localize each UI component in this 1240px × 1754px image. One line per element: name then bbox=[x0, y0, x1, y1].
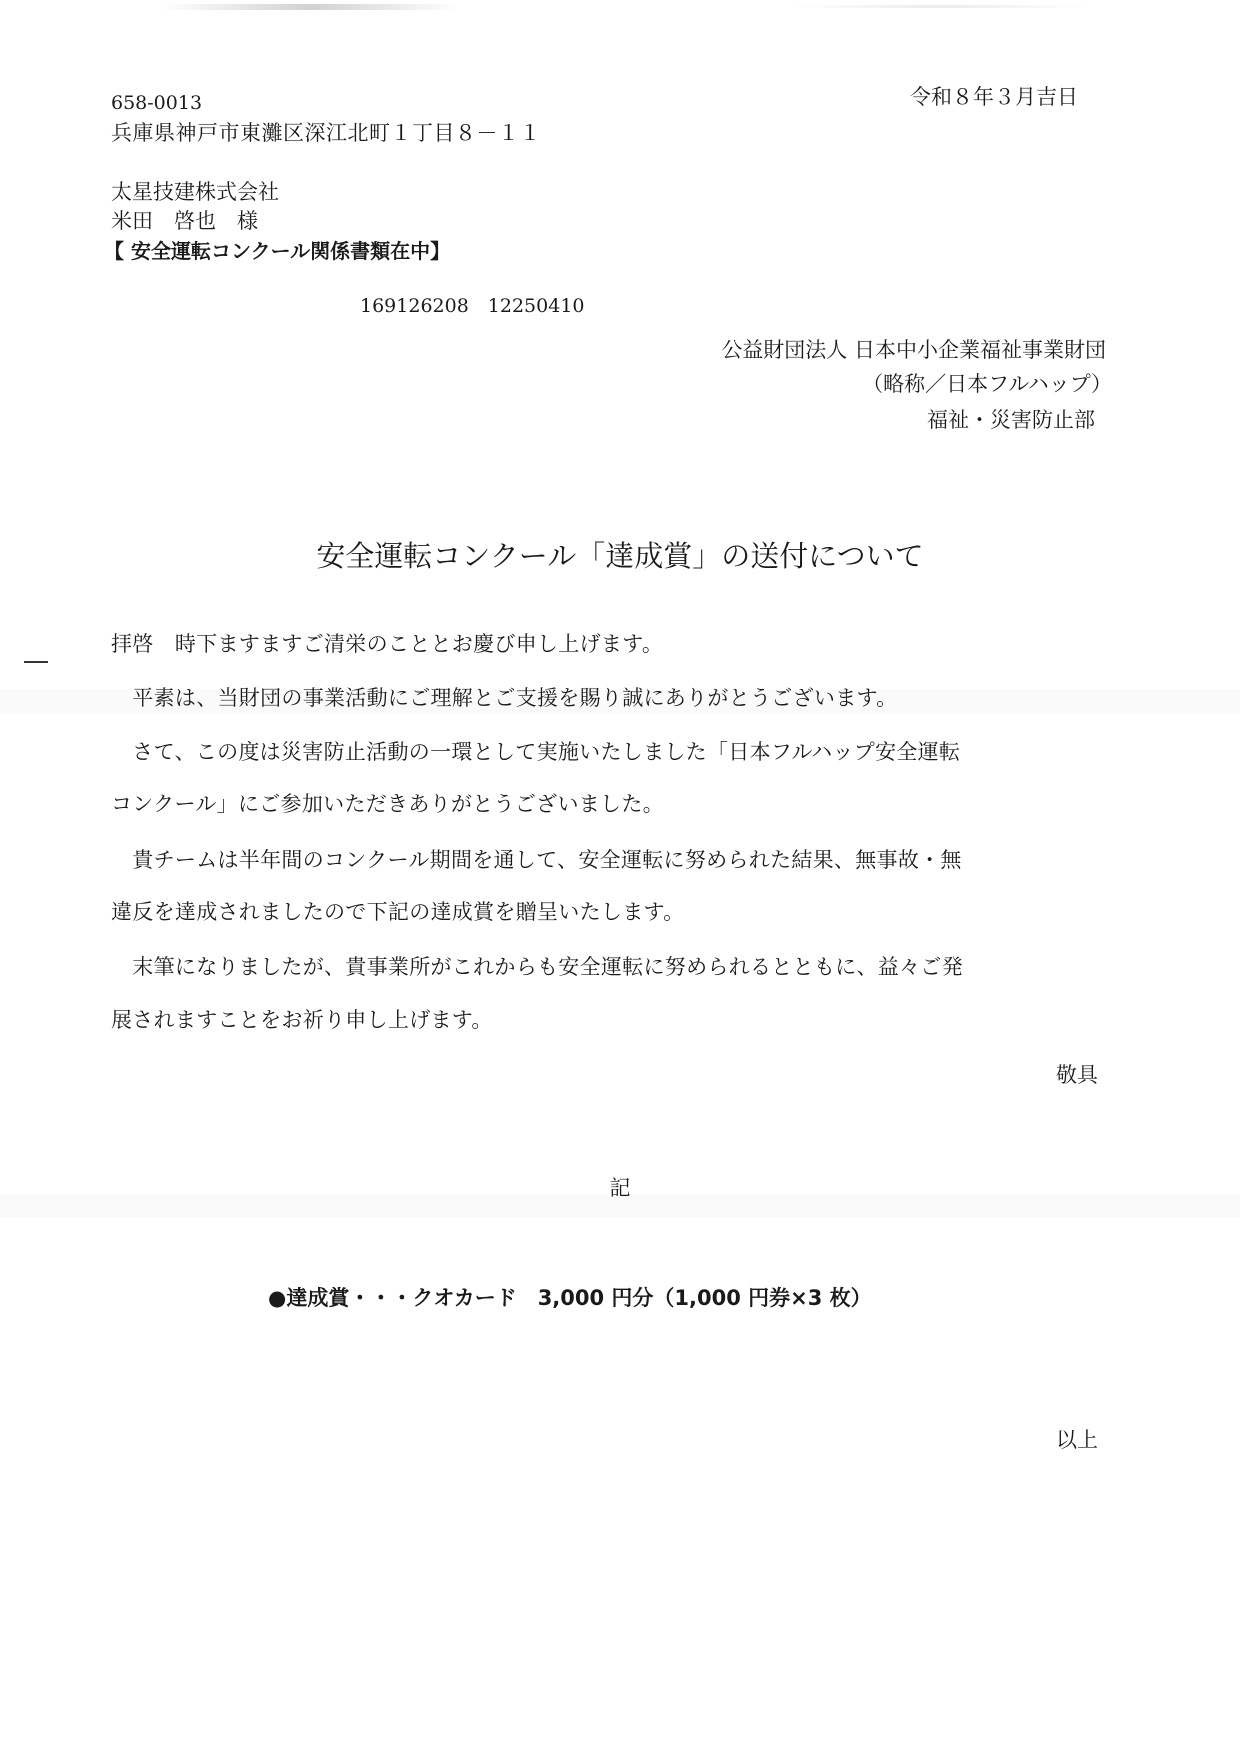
ki-heading: 記 bbox=[609, 1176, 631, 1200]
scan-shadow-top bbox=[160, 4, 460, 10]
body-line: 貴チームは半年間のコンクール期間を通して、安全運転に努められた結果、無事故・無 bbox=[111, 848, 962, 872]
award-line: ●達成賞・・・クオカード 3,000 円分（1,000 円券×3 枚） bbox=[268, 1286, 872, 1310]
closing-keigu: 敬具 bbox=[1056, 1063, 1098, 1087]
postal-code: 658-0013 bbox=[111, 92, 203, 114]
sender-organization: 公益財団法人 日本中小企業福祉事業財団 bbox=[721, 338, 1106, 362]
body-line: 平素は、当財団の事業活動にご理解とご支援を賜り誠にありがとうございます。 bbox=[111, 686, 898, 710]
recipient-company: 太星技建株式会社 bbox=[111, 180, 279, 204]
reference-numbers: 169126208 12250410 bbox=[360, 295, 585, 317]
body-line: コンクール」にご参加いただきありがとうございました。 bbox=[111, 792, 664, 816]
letter-date: 令和８年３月吉日 bbox=[910, 85, 1078, 109]
body-line: 違反を達成されましたので下記の達成賞を贈呈いたします。 bbox=[111, 900, 685, 924]
sender-department: 福祉・災害防止部 bbox=[927, 408, 1095, 432]
enclosure-note: 【 安全運転コンクール関係書類在中】 bbox=[104, 239, 451, 263]
letter-title: 安全運転コンクール「達成賞」の送付について bbox=[316, 539, 924, 573]
body-line: 末筆になりましたが、貴事業所がこれからも安全運転に努められるとともに、益々ご発 bbox=[111, 955, 963, 979]
scan-shadow-top-right bbox=[790, 5, 1090, 8]
punch-mark bbox=[24, 661, 48, 663]
closing-ijou: 以上 bbox=[1056, 1428, 1098, 1452]
body-line: 拝啓 時下ますますご清栄のこととお慶び申し上げます。 bbox=[111, 632, 664, 656]
body-line: さて、この度は災害防止活動の一環として実施いたしました「日本フルハップ安全運転 bbox=[111, 740, 961, 764]
recipient-address: 兵庫県神戸市東灘区深江北町１丁目８－１１ bbox=[111, 121, 541, 145]
sender-abbreviation: （略称／日本フルハップ） bbox=[862, 372, 1112, 396]
body-line: 展されますことをお祈り申し上げます。 bbox=[111, 1008, 493, 1032]
recipient-name: 米田 啓也 様 bbox=[111, 209, 258, 233]
